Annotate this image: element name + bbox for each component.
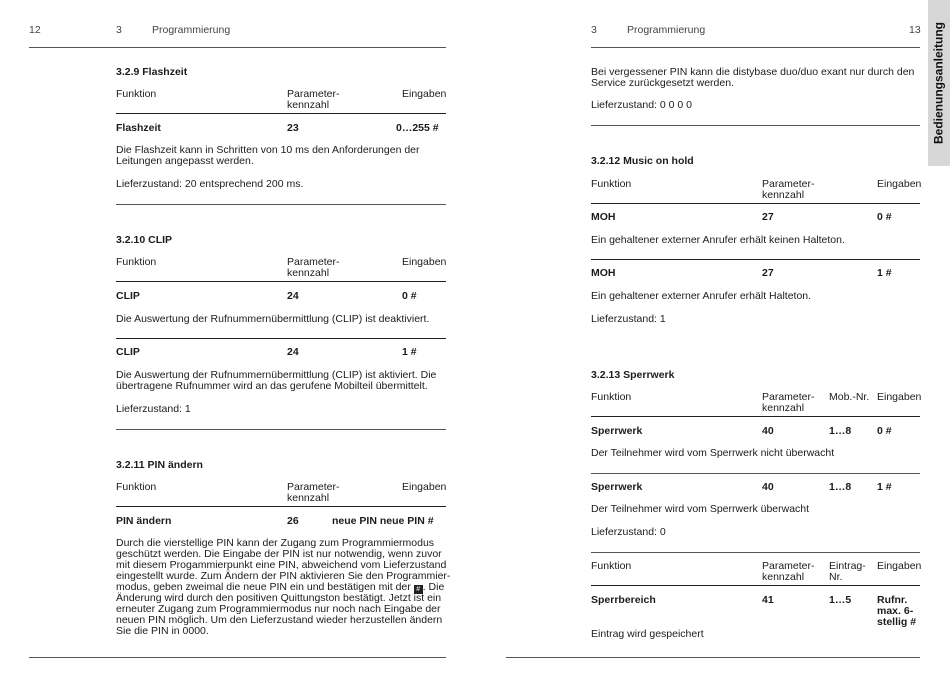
- col-header-parameter-2: kennzahl: [287, 99, 330, 111]
- row-entry: 1…5: [829, 594, 852, 606]
- row-code: 40: [762, 425, 774, 437]
- chapter-title: Programmierung: [152, 24, 231, 36]
- row-desc: Ein gehaltener externer Anrufer erhält keinen Halteton.: [591, 234, 845, 246]
- row-desc: Der Teilnehmer wird vom Sperrwerk überwacht: [591, 503, 810, 515]
- table-divider: [116, 281, 446, 282]
- chapter-number: 3: [591, 24, 597, 36]
- row-function: MOH: [591, 267, 616, 279]
- row-code: 23: [287, 122, 299, 134]
- row-desc: geschützt werden. Die Eingabe der PIN ist nur notwendig, wenn zuvor: [116, 548, 442, 560]
- col-header-parameter-2: kennzahl: [762, 189, 805, 201]
- col-header-input: Eingaben: [402, 481, 447, 493]
- table-divider: [591, 203, 920, 204]
- col-header-parameter: Parameter-: [762, 560, 815, 572]
- row-desc: erneuter Zugang zum Programmiermodus nur noch nach Eingabe der: [116, 603, 441, 615]
- row-code: 27: [762, 267, 774, 279]
- table-divider: [591, 416, 920, 417]
- row-input: 0…255 #: [396, 122, 439, 134]
- hash-key-icon: #: [414, 585, 423, 594]
- row-desc: Durch die vierstellige PIN kann der Zugang zum Programmiermodus: [116, 537, 435, 549]
- section-heading: 3.2.10 CLIP: [116, 234, 173, 246]
- row-input: 0 #: [877, 211, 892, 223]
- chapter-title: Programmierung: [627, 24, 706, 36]
- table-divider: [116, 338, 446, 339]
- col-header-parameter: Parameter-: [762, 391, 815, 403]
- row-function: MOH: [591, 211, 616, 223]
- row-function: Sperrwerk: [591, 481, 643, 493]
- row-function: Sperrwerk: [591, 425, 643, 437]
- col-header-function: Funktion: [116, 88, 157, 100]
- page-number: 13: [909, 24, 921, 36]
- row-code: 41: [762, 594, 774, 606]
- row-desc: modus, geben zweimal die neue PIN ein und bestätigen mit der: [116, 581, 411, 593]
- table-divider: [116, 113, 446, 114]
- col-header-mob: Mob.-Nr.: [829, 391, 870, 403]
- page-number: 12: [29, 24, 41, 36]
- col-header-input: Eingaben: [402, 88, 447, 100]
- section-heading: 3.2.12 Music on hold: [591, 155, 694, 167]
- row-input: stellig #: [877, 616, 917, 628]
- col-header-parameter-2: kennzahl: [287, 492, 330, 504]
- row-desc: Ein gehaltener externer Anrufer erhält Halteton.: [591, 290, 812, 302]
- row-desc: Eintrag wird gespeichert: [591, 628, 704, 640]
- row-function: CLIP: [116, 346, 140, 358]
- row-input: max. 6-: [877, 605, 914, 617]
- row-desc: neuen PIN möglich. Um den Lieferzustand wieder herzustellen ändern: [116, 614, 443, 626]
- col-header-function: Funktion: [591, 391, 632, 403]
- table-divider: [591, 473, 920, 474]
- row-function: Sperrbereich: [591, 594, 656, 606]
- col-header-function: Funktion: [116, 481, 157, 493]
- section-divider: [591, 552, 920, 553]
- row-code: 27: [762, 211, 774, 223]
- row-desc: . Die: [422, 581, 445, 593]
- row-input: 0 #: [402, 290, 417, 302]
- col-header-input: Eingaben: [877, 178, 922, 190]
- col-header-entry-2: Nr.: [829, 571, 843, 583]
- row-code: 24: [287, 290, 299, 302]
- row-desc: Die Auswertung der Rufnummernübermittlung (CLIP) ist aktiviert. Die: [116, 369, 437, 381]
- col-header-input: Eingaben: [877, 391, 922, 403]
- row-input: 0 #: [877, 425, 892, 437]
- row-code: 24: [287, 346, 299, 358]
- default-value: Lieferzustand: 1: [591, 313, 666, 325]
- section-divider: [116, 429, 446, 430]
- row-code: 26: [287, 515, 299, 527]
- default-value: Lieferzustand: 20 entsprechend 200 ms.: [116, 178, 304, 190]
- chapter-number: 3: [116, 24, 122, 36]
- col-header-input: Eingaben: [402, 256, 447, 268]
- col-header-function: Funktion: [591, 178, 632, 190]
- default-value: Lieferzustand: 0 0 0 0: [591, 99, 692, 111]
- row-desc: Sie die PIN in 0000.: [116, 625, 209, 637]
- row-desc: Änderung wird durch den positiven Quittungston bestätigt. Jetzt ist ein: [116, 592, 442, 604]
- row-function: Flashzeit: [116, 122, 161, 134]
- row-desc: eingestellt wurde. Zum Ändern der PIN aktivieren Sie den Programmier-: [116, 570, 451, 582]
- default-value: Lieferzustand: 0: [591, 526, 666, 538]
- section-heading: 3.2.13 Sperrwerk: [591, 369, 675, 381]
- header-divider: [591, 47, 920, 48]
- side-tab-label: Bedienungsanleitung: [931, 21, 946, 145]
- row-input: Rufnr.: [877, 594, 908, 606]
- col-header-parameter: Parameter-: [287, 256, 340, 268]
- col-header-parameter: Parameter-: [287, 481, 340, 493]
- row-function: PIN ändern: [116, 515, 172, 527]
- footer-divider: [506, 657, 920, 658]
- header-divider: [29, 47, 446, 48]
- footer-divider: [29, 657, 446, 658]
- col-header-parameter: Parameter-: [762, 178, 815, 190]
- intro-text: Service zurückgesetzt werden.: [591, 77, 734, 89]
- table-divider: [591, 259, 920, 260]
- col-header-parameter-2: kennzahl: [762, 402, 805, 414]
- table-divider: [591, 585, 920, 586]
- table-divider: [116, 506, 446, 507]
- col-header-function: Funktion: [591, 560, 632, 572]
- row-mob: 1…8: [829, 481, 852, 493]
- row-desc: mit diesem Progammierpunkt eine PIN, abweichend vom Lieferzustand: [116, 559, 447, 571]
- col-header-parameter-2: kennzahl: [287, 267, 330, 279]
- row-desc: Die Flashzeit kann in Schritten von 10 ms den Anforderungen der: [116, 144, 420, 156]
- row-input: 1 #: [402, 346, 417, 358]
- side-tab: [928, 0, 950, 166]
- row-desc: Der Teilnehmer wird vom Sperrwerk nicht überwacht: [591, 447, 835, 459]
- section-heading: 3.2.11 PIN ändern: [116, 459, 203, 471]
- col-header-parameter: Parameter-: [287, 88, 340, 100]
- row-desc: übertragene Rufnummer wird an das gerufene Mobilteil übermittelt.: [116, 380, 428, 392]
- section-divider: [591, 125, 920, 126]
- row-desc: Die Auswertung der Rufnummernübermittlung (CLIP) ist deaktiviert.: [116, 313, 430, 325]
- row-desc: Leitungen angepasst werden.: [116, 155, 254, 167]
- row-input: 1 #: [877, 267, 892, 279]
- default-value: Lieferzustand: 1: [116, 403, 191, 415]
- row-code: 40: [762, 481, 774, 493]
- col-header-input: Eingaben: [877, 560, 922, 572]
- col-header-parameter-2: kennzahl: [762, 571, 805, 583]
- row-mob: 1…8: [829, 425, 852, 437]
- col-header-entry: Eintrag-: [829, 560, 866, 572]
- row-function: CLIP: [116, 290, 140, 302]
- col-header-function: Funktion: [116, 256, 157, 268]
- row-input: 1 #: [877, 481, 892, 493]
- row-input: neue PIN neue PIN #: [332, 515, 434, 527]
- section-divider: [116, 204, 446, 205]
- intro-text: Bei vergessener PIN kann die distybase duo/duo exant nur durch den: [591, 66, 915, 78]
- section-heading: 3.2.9 Flashzeit: [116, 66, 188, 78]
